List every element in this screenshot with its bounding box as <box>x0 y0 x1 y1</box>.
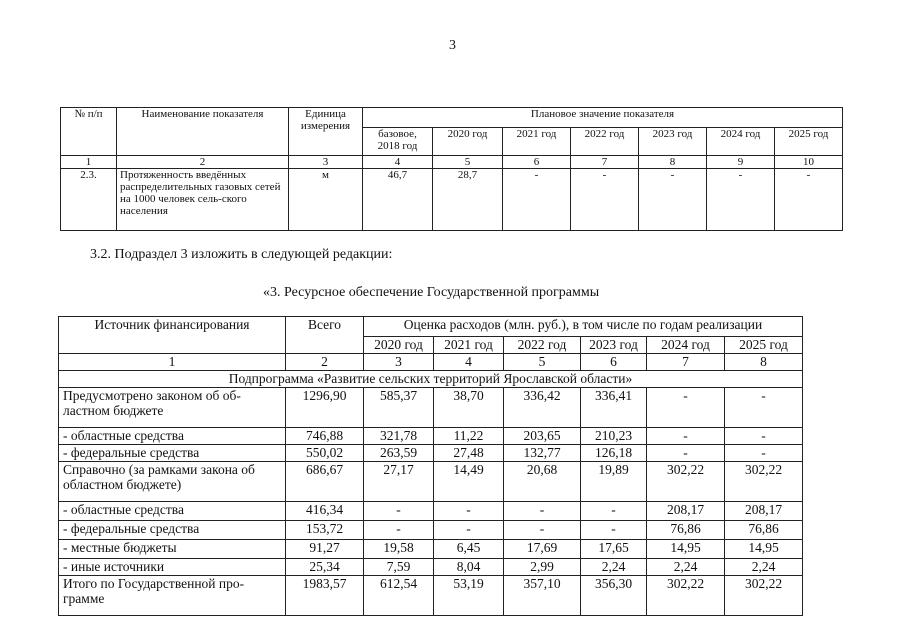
row-value: 7,59 <box>364 559 434 576</box>
row-value: 321,78 <box>364 428 434 445</box>
funding-table <box>58 316 803 616</box>
row-value: - <box>364 502 434 521</box>
row-value: - <box>647 428 725 445</box>
row-value: 8,04 <box>434 559 504 576</box>
header-year: 2020 год <box>364 337 434 354</box>
row-value: - <box>434 502 504 521</box>
header-year: 2023 год <box>581 337 647 354</box>
row-value: - <box>639 169 707 231</box>
header-plan: Плановое значение показателя <box>363 108 843 128</box>
row-total: 91,27 <box>286 540 364 559</box>
table-row <box>59 388 803 428</box>
row-value: 53,19 <box>434 576 504 616</box>
row-value: - <box>504 502 581 521</box>
col-number: 5 <box>504 354 581 371</box>
header-year: 2025 год <box>775 128 843 156</box>
table-row <box>59 540 803 559</box>
row-total: 686,67 <box>286 462 364 502</box>
row-value: - <box>775 169 843 231</box>
row-value: 356,30 <box>581 576 647 616</box>
row-value: 14,49 <box>434 462 504 502</box>
table-row <box>59 502 803 521</box>
row-total: 1983,57 <box>286 576 364 616</box>
row-value: - <box>434 521 504 540</box>
subprogram-title: Подпрограмма «Развитие сельских территорий Ярославской области» <box>59 371 803 388</box>
col-number: 7 <box>647 354 725 371</box>
col-number: 2 <box>117 156 289 169</box>
row-value: - <box>725 388 803 428</box>
row-value: 357,10 <box>504 576 581 616</box>
row-label: Итого по Государственной про-грамме <box>59 576 286 616</box>
row-label: - федеральные средства <box>59 521 286 540</box>
row-value: 132,77 <box>504 445 581 462</box>
header-unit: Единица измерения <box>289 108 363 156</box>
row-value: 203,65 <box>504 428 581 445</box>
row-value: 2,24 <box>647 559 725 576</box>
header-name: Наименование показателя <box>117 108 289 156</box>
table-row <box>59 445 803 462</box>
row-value: 19,89 <box>581 462 647 502</box>
paragraph-amendment: 3.2. Подраздел 3 изложить в следующей редакции: <box>90 247 393 262</box>
row-value: 336,42 <box>504 388 581 428</box>
row-value: 263,59 <box>364 445 434 462</box>
row-value: - <box>571 169 639 231</box>
col-number: 4 <box>434 354 504 371</box>
table-row <box>59 559 803 576</box>
row-value: 302,22 <box>725 576 803 616</box>
row-label: - иные источники <box>59 559 286 576</box>
col-number: 4 <box>363 156 433 169</box>
section-title: «3. Ресурсное обеспечение Государственной программы <box>263 285 600 300</box>
header-source: Источник финансирования <box>59 317 286 354</box>
row-value: - <box>581 521 647 540</box>
header-year: 2023 год <box>639 128 707 156</box>
row-value: 27,17 <box>364 462 434 502</box>
table-row <box>59 462 803 502</box>
header-year: 2022 год <box>504 337 581 354</box>
row-value: 38,70 <box>434 388 504 428</box>
row-label: Предусмотрено законом об об-ластном бюджете <box>59 388 286 428</box>
col-number: 9 <box>707 156 775 169</box>
header-estimate: Оценка расходов (млн. руб.), в том числе по годам реализации <box>364 317 803 337</box>
col-number: 3 <box>289 156 363 169</box>
row-value: - <box>503 169 571 231</box>
row-value: 585,37 <box>364 388 434 428</box>
row-value: 17,65 <box>581 540 647 559</box>
row-value: - <box>647 388 725 428</box>
row-label: - областные средства <box>59 428 286 445</box>
row-num: 2.3. <box>61 169 117 231</box>
col-number: 1 <box>59 354 286 371</box>
col-number: 8 <box>639 156 707 169</box>
col-number: 5 <box>433 156 503 169</box>
row-value: 612,54 <box>364 576 434 616</box>
row-label: - областные средства <box>59 502 286 521</box>
row-value: 6,45 <box>434 540 504 559</box>
row-value: 27,48 <box>434 445 504 462</box>
header-total: Всего <box>286 317 364 354</box>
indicator-table <box>60 107 843 231</box>
row-label: Справочно (за рамками закона об областном бюджете) <box>59 462 286 502</box>
header-year: 2024 год <box>707 128 775 156</box>
row-value: 76,86 <box>725 521 803 540</box>
row-value: - <box>581 502 647 521</box>
row-value: 19,58 <box>364 540 434 559</box>
row-value: 2,24 <box>581 559 647 576</box>
table-row <box>61 169 843 231</box>
row-total: 416,34 <box>286 502 364 521</box>
col-number: 10 <box>775 156 843 169</box>
row-total: 746,88 <box>286 428 364 445</box>
row-value: - <box>647 445 725 462</box>
col-number: 7 <box>571 156 639 169</box>
header-year: базовое, 2018 год <box>363 128 433 156</box>
row-value: 208,17 <box>647 502 725 521</box>
row-value: 126,18 <box>581 445 647 462</box>
col-number: 6 <box>581 354 647 371</box>
row-value: - <box>707 169 775 231</box>
table-row <box>59 576 803 616</box>
row-value: 2,24 <box>725 559 803 576</box>
header-year: 2025 год <box>725 337 803 354</box>
row-value: 302,22 <box>647 462 725 502</box>
row-label: - федеральные средства <box>59 445 286 462</box>
row-total: 153,72 <box>286 521 364 540</box>
row-total: 1296,90 <box>286 388 364 428</box>
col-number: 2 <box>286 354 364 371</box>
row-value: 11,22 <box>434 428 504 445</box>
row-value: 76,86 <box>647 521 725 540</box>
col-number: 6 <box>503 156 571 169</box>
row-value: - <box>364 521 434 540</box>
row-value: 20,68 <box>504 462 581 502</box>
row-value: - <box>504 521 581 540</box>
row-value: 46,7 <box>363 169 433 231</box>
row-value: 336,41 <box>581 388 647 428</box>
header-year: 2021 год <box>434 337 504 354</box>
row-value: 302,22 <box>647 576 725 616</box>
row-value: 14,95 <box>647 540 725 559</box>
row-name: Протяженность введённых распределительных газовых сетей на 1000 человек сель-ского населения <box>117 169 289 231</box>
page-number: 3 <box>449 38 456 53</box>
row-value: 302,22 <box>725 462 803 502</box>
header-year: 2022 год <box>571 128 639 156</box>
row-value: 210,23 <box>581 428 647 445</box>
row-value: 2,99 <box>504 559 581 576</box>
row-value: 17,69 <box>504 540 581 559</box>
row-value: 14,95 <box>725 540 803 559</box>
header-year: 2020 год <box>433 128 503 156</box>
row-value: 208,17 <box>725 502 803 521</box>
table-row <box>59 428 803 445</box>
header-num: № п/п <box>61 108 117 156</box>
col-number: 3 <box>364 354 434 371</box>
col-number: 8 <box>725 354 803 371</box>
col-number: 1 <box>61 156 117 169</box>
row-value: 28,7 <box>433 169 503 231</box>
row-total: 550,02 <box>286 445 364 462</box>
row-total: 25,34 <box>286 559 364 576</box>
row-unit: м <box>289 169 363 231</box>
row-value: - <box>725 445 803 462</box>
header-year: 2024 год <box>647 337 725 354</box>
row-value: - <box>725 428 803 445</box>
header-year: 2021 год <box>503 128 571 156</box>
row-label: - местные бюджеты <box>59 540 286 559</box>
table-row <box>59 521 803 540</box>
